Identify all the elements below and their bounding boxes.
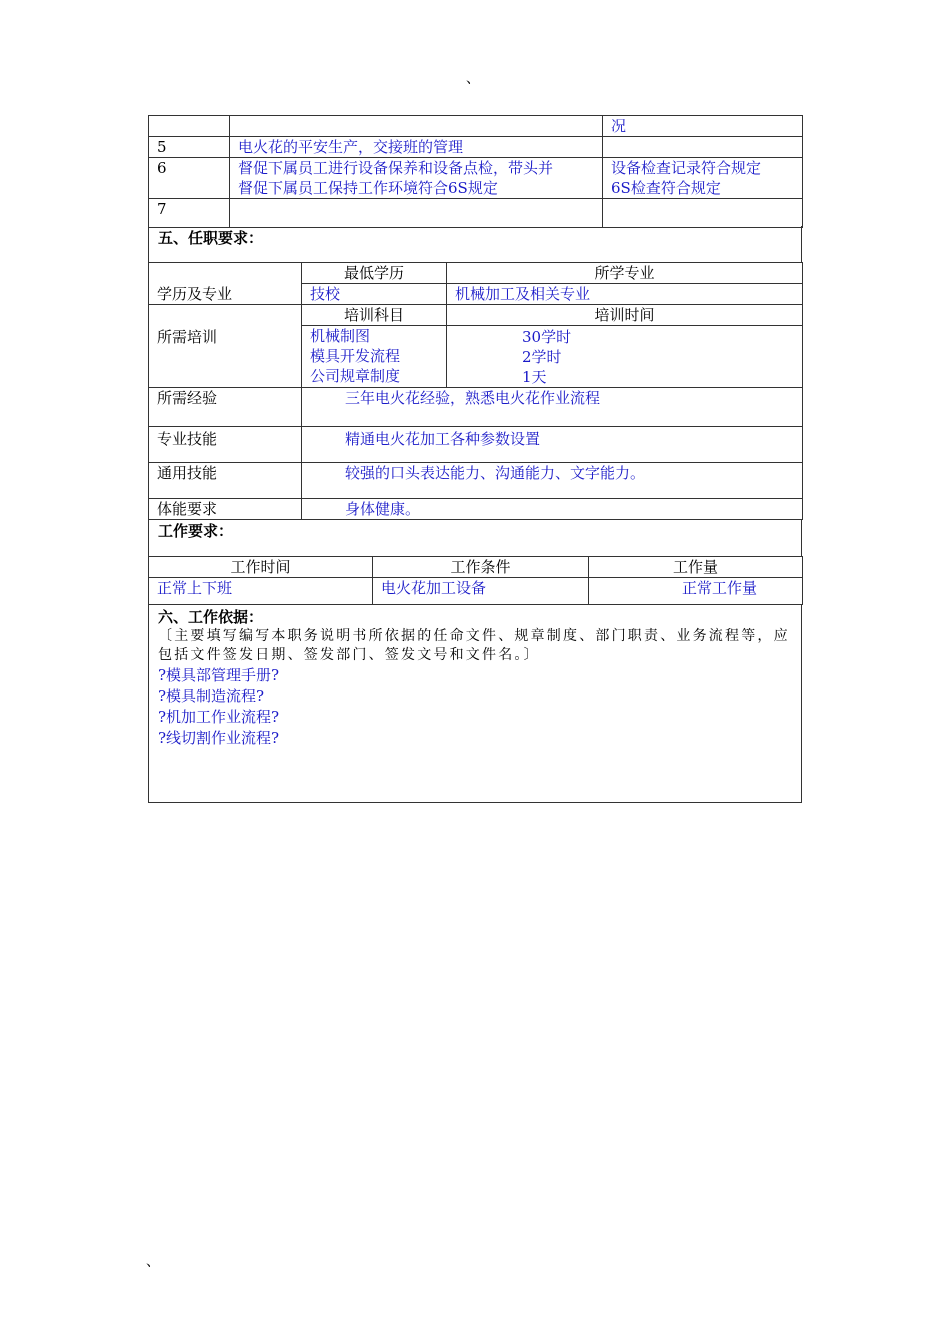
requirements-table — [148, 262, 802, 520]
physical-value: 身体健康。 — [302, 499, 803, 520]
work-load-value: 正常工作量 — [589, 578, 803, 605]
page-top-mark: 、 — [466, 71, 480, 87]
physical-label: 体能要求 — [149, 499, 302, 520]
work-section — [148, 519, 802, 557]
education-degree-value: 技校 — [302, 284, 447, 305]
duty-task-line: 督促下属员工保持工作环境符合6S规定 — [238, 179, 498, 197]
training-subject: 公司规章制度 — [310, 367, 401, 385]
general-skill-label: 通用技能 — [149, 463, 302, 499]
duty-number: 7 — [149, 199, 230, 228]
duties-num-cell — [149, 116, 230, 137]
duty-task — [230, 199, 603, 228]
training-subject-header: 培训科目 — [302, 305, 447, 326]
education-label: 学历及专业 — [149, 263, 302, 305]
duties-task-cell — [230, 116, 603, 137]
training-subject: 机械制图 — [310, 327, 371, 345]
duty-task — [230, 158, 603, 199]
training-time: 1天 — [522, 368, 547, 386]
experience-label: 所需经验 — [149, 388, 302, 427]
training-times — [447, 326, 803, 388]
professional-skill-label: 专业技能 — [149, 427, 302, 463]
basis-document: ?模具部管理手册? — [158, 666, 280, 684]
duties-table — [148, 115, 802, 228]
basis-note: 〔主要填写编写本职务说明书所依据的任命文件、规章制度、部门职责、业务流程等，应包括文件签发日期、签发部门、签发文号和文件名。〕 — [158, 628, 790, 663]
work-table — [148, 556, 802, 605]
training-time: 30学时 — [522, 328, 572, 346]
duties-standard-continuation: 况 — [603, 116, 803, 137]
duty-number: 6 — [149, 158, 230, 199]
work-time-value: 正常上下班 — [149, 578, 373, 605]
duty-standard — [603, 137, 803, 158]
duty-standard-line: 6S检查符合规定 — [611, 179, 721, 197]
training-subject: 模具开发流程 — [310, 347, 401, 365]
requirements-section — [148, 226, 802, 263]
duty-number: 5 — [149, 137, 230, 158]
general-skill-value: 较强的口头表达能力、沟通能力、文字能力。 — [302, 463, 803, 499]
experience-value: 三年电火花经验，熟悉电火花作业流程 — [302, 388, 803, 427]
work-load-header: 工作量 — [589, 557, 803, 578]
work-condition-value: 电火花加工设备 — [373, 578, 589, 605]
basis-title: 六、工作依据： — [158, 608, 264, 626]
training-label: 所需培训 — [149, 305, 302, 388]
basis-document: ?线切割作业流程? — [158, 729, 280, 747]
basis-document: ?机加工作业流程? — [158, 708, 280, 726]
duty-task-line: 督促下属员工进行设备保养和设备点检，带头并 — [238, 159, 554, 177]
requirements-title: 五、任职要求： — [158, 229, 264, 247]
page-bottom-mark: 、 — [146, 1254, 160, 1270]
training-time-header: 培训时间 — [447, 305, 803, 326]
work-time-header: 工作时间 — [149, 557, 373, 578]
duty-standard — [603, 199, 803, 228]
education-degree-header: 最低学历 — [302, 263, 447, 284]
basis-section — [148, 604, 802, 803]
duty-task: 电火花的平安生产，交接班的管理 — [230, 137, 603, 158]
work-condition-header: 工作条件 — [373, 557, 589, 578]
education-major-header: 所学专业 — [447, 263, 803, 284]
education-major-value: 机械加工及相关专业 — [447, 284, 803, 305]
training-subjects — [302, 326, 447, 388]
basis-document: ?模具制造流程? — [158, 687, 265, 705]
work-title: 工作要求： — [158, 522, 234, 540]
professional-skill-value: 精通电火花加工各种参数设置 — [302, 427, 803, 463]
duty-standard-line: 设备检查记录符合规定 — [611, 159, 762, 177]
training-time: 2学时 — [522, 348, 562, 366]
duty-standard — [603, 158, 803, 199]
